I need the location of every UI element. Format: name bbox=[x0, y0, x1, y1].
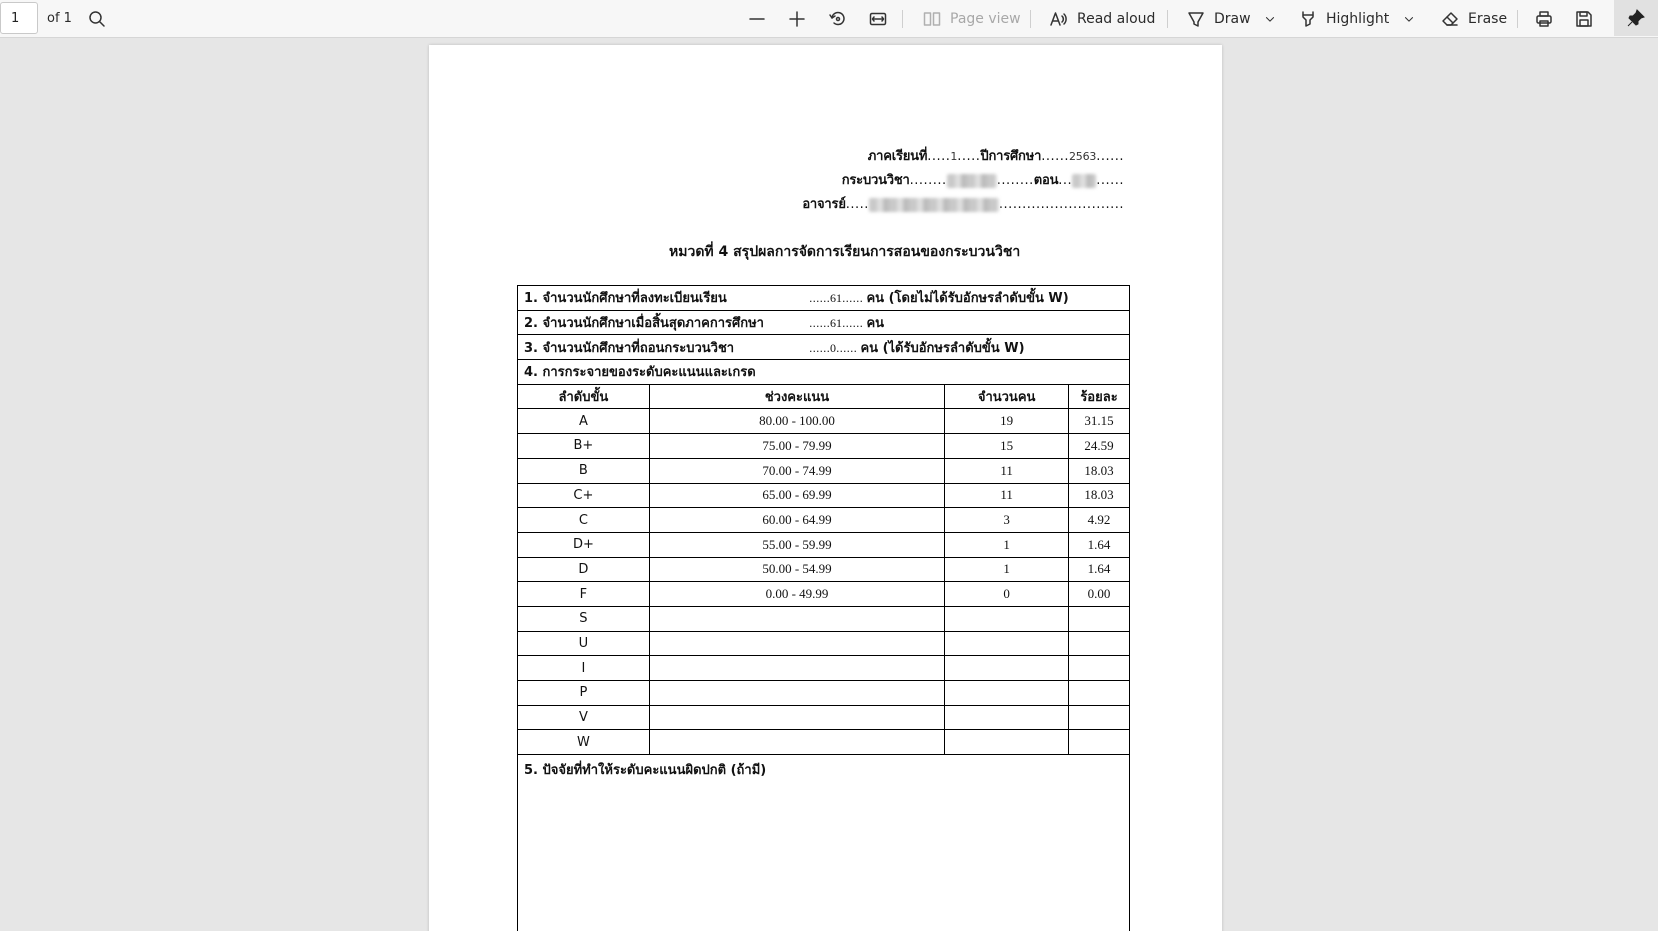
table-row bbox=[518, 606, 1130, 631]
plus-icon bbox=[787, 9, 807, 29]
chevron-down-icon bbox=[1263, 12, 1277, 26]
course-label: กระบวนวิชา bbox=[841, 173, 910, 188]
percent-cell bbox=[1069, 730, 1130, 755]
range-cell: 70.00 - 74.99 bbox=[649, 458, 944, 483]
info-row: 3. จำนวนนักศึกษาที่ถอนกระบวนวิชา ......0...... คน (ได้รับอักษรลำดับขั้น W) bbox=[518, 335, 1130, 360]
count-cell: 11 bbox=[945, 458, 1069, 483]
eraser-icon bbox=[1440, 9, 1460, 29]
range-cell bbox=[649, 730, 944, 755]
page-view-button[interactable] bbox=[922, 0, 1021, 37]
page-total-label: of 1 bbox=[47, 11, 72, 26]
info-suffix: คน bbox=[866, 316, 885, 332]
count-cell: 11 bbox=[945, 483, 1069, 508]
percent-cell: 24.59 bbox=[1069, 434, 1130, 459]
range-cell bbox=[649, 705, 944, 730]
grade-cell: A bbox=[518, 409, 650, 434]
semester-label: ภาคเรียนที่ bbox=[867, 149, 928, 164]
grade-cell: D bbox=[518, 557, 650, 582]
table-row bbox=[518, 508, 1130, 533]
count-cell: 0 bbox=[945, 582, 1069, 607]
column-header: ช่วงคะแนน bbox=[649, 384, 944, 409]
grade-cell: B+ bbox=[518, 434, 650, 459]
percent-cell: 1.64 bbox=[1069, 532, 1130, 557]
info-label: 3. จำนวนนักศึกษาที่ถอนกระบวนวิชา bbox=[524, 340, 735, 356]
chevron-down-icon bbox=[1402, 12, 1416, 26]
draw-label: Draw bbox=[1214, 10, 1251, 27]
read-aloud-button[interactable] bbox=[1049, 0, 1155, 37]
range-cell: 80.00 - 100.00 bbox=[649, 409, 944, 434]
percent-cell bbox=[1069, 656, 1130, 681]
section-title: หมวดที่ 4 สรุปผลการจัดการเรียนการสอนของกระบวนวิชา bbox=[669, 244, 1021, 260]
rotate-icon bbox=[828, 9, 848, 29]
percent-cell bbox=[1069, 681, 1130, 706]
info-value: 61 bbox=[829, 291, 842, 306]
range-cell bbox=[649, 631, 944, 656]
fit-width-icon bbox=[868, 9, 888, 29]
range-cell: 55.00 - 59.99 bbox=[649, 532, 944, 557]
table-row bbox=[518, 434, 1130, 459]
count-cell: 15 bbox=[945, 434, 1069, 459]
toolbar-divider bbox=[1030, 10, 1031, 28]
table-row bbox=[518, 532, 1130, 557]
read-aloud-label: Read aloud bbox=[1077, 10, 1156, 27]
course-line: กระบวนวิชา........ ........ตอน... ...... bbox=[841, 173, 1124, 188]
info-label: 1. จำนวนนักศึกษาที่ลงทะเบียนเรียน bbox=[524, 291, 727, 307]
grade-cell: W bbox=[518, 730, 650, 755]
table-row bbox=[518, 483, 1130, 508]
range-cell: 60.00 - 64.99 bbox=[649, 508, 944, 533]
range-cell: 0.00 - 49.99 bbox=[649, 582, 944, 607]
grade-cell: U bbox=[518, 631, 650, 656]
grade-cell: D+ bbox=[518, 532, 650, 557]
range-cell bbox=[649, 656, 944, 681]
toolbar-divider bbox=[1517, 10, 1518, 28]
redacted-teacher bbox=[869, 198, 999, 212]
grade-rows bbox=[518, 409, 1130, 755]
grade-cell: C bbox=[518, 508, 650, 533]
semester-value: 1 bbox=[950, 150, 958, 163]
search-icon bbox=[87, 9, 107, 29]
count-cell: 19 bbox=[945, 409, 1069, 434]
info-value: 61 bbox=[829, 316, 842, 331]
grade-cell: I bbox=[518, 656, 650, 681]
count-cell: 1 bbox=[945, 532, 1069, 557]
draw-options-button[interactable] bbox=[1263, 0, 1277, 37]
grade-cell: P bbox=[518, 681, 650, 706]
info-row: 2. จำนวนนักศึกษาเมื่อสิ้นสุดภาคการศึกษา ......61...... คน bbox=[518, 310, 1130, 335]
count-cell bbox=[945, 705, 1069, 730]
year-value: 2563 bbox=[1069, 150, 1097, 163]
save-button[interactable] bbox=[1574, 0, 1594, 37]
semester-line: ภาคเรียนที่.....1.....ปีการศึกษา......2563...... bbox=[867, 149, 1124, 164]
count-cell bbox=[945, 730, 1069, 755]
info-label: 2. จำนวนนักศึกษาเมื่อสิ้นสุดภาคการศึกษา bbox=[524, 316, 764, 332]
column-header: ร้อยละ bbox=[1069, 384, 1130, 409]
info-value: 0 bbox=[829, 340, 836, 355]
range-cell: 65.00 - 69.99 bbox=[649, 483, 944, 508]
percent-cell: 18.03 bbox=[1069, 458, 1130, 483]
percent-cell bbox=[1069, 705, 1130, 730]
column-header: ลำดับขั้น bbox=[518, 384, 650, 409]
redacted-section bbox=[1072, 174, 1096, 188]
section-label: ตอน bbox=[1033, 173, 1059, 188]
table-row bbox=[518, 730, 1130, 755]
count-cell bbox=[945, 681, 1069, 706]
range-cell: 50.00 - 54.99 bbox=[649, 557, 944, 582]
count-cell bbox=[945, 631, 1069, 656]
range-cell: 75.00 - 79.99 bbox=[649, 434, 944, 459]
table-row bbox=[518, 458, 1130, 483]
save-icon bbox=[1574, 9, 1594, 29]
column-header: จำนวนคน bbox=[945, 384, 1069, 409]
page-view-label: Page view bbox=[950, 10, 1021, 27]
highlight-label: Highlight bbox=[1326, 10, 1390, 27]
teacher-label: อาจารย์ bbox=[802, 197, 846, 212]
fit-width-button[interactable] bbox=[868, 0, 888, 37]
info-suffix: คน (โดยไม่ได้รับอักษรลำดับขั้น W) bbox=[866, 291, 1069, 307]
percent-cell bbox=[1069, 631, 1130, 656]
percent-cell: 18.03 bbox=[1069, 483, 1130, 508]
year-label: ปีการศึกษา bbox=[980, 149, 1042, 164]
teacher-line: อาจารย์..... ........................... bbox=[802, 197, 1124, 212]
document-page bbox=[429, 45, 1222, 931]
distribution-title: 4. การกระจายของระดับคะแนนและเกรด bbox=[518, 360, 1130, 385]
grade-summary-table bbox=[517, 285, 1130, 931]
count-cell bbox=[945, 656, 1069, 681]
page-number-input[interactable] bbox=[0, 2, 38, 34]
percent-cell bbox=[1069, 606, 1130, 631]
grade-cell: F bbox=[518, 582, 650, 607]
toolbar-divider bbox=[902, 10, 903, 28]
draw-icon bbox=[1186, 9, 1206, 29]
table-row bbox=[518, 582, 1130, 607]
table-row bbox=[518, 631, 1130, 656]
pin-toolbar-button[interactable] bbox=[1614, 0, 1658, 36]
table-header-row bbox=[518, 384, 1130, 409]
count-cell bbox=[945, 606, 1069, 631]
info-row: 1. จำนวนนักศึกษาที่ลงทะเบียนเรียน ......61...... คน (โดยไม่ได้รับอักษรลำดับขั้น W) bbox=[518, 286, 1130, 311]
erase-label: Erase bbox=[1468, 10, 1508, 27]
remark-row bbox=[518, 755, 1130, 931]
remark-title: 5. ปัจจัยที่ทำให้ระดับคะแนนผิดปกติ (ถ้ามี) bbox=[518, 755, 1130, 931]
percent-cell: 31.15 bbox=[1069, 409, 1130, 434]
table-row bbox=[518, 409, 1130, 434]
range-cell bbox=[649, 681, 944, 706]
page-view-icon bbox=[922, 9, 942, 29]
redacted-course bbox=[947, 174, 997, 188]
percent-cell: 4.92 bbox=[1069, 508, 1130, 533]
highlight-button[interactable] bbox=[1298, 0, 1389, 37]
info-suffix: คน (ได้รับอักษรลำดับขั้น W) bbox=[860, 340, 1025, 356]
minus-icon bbox=[747, 9, 767, 29]
table-row bbox=[518, 705, 1130, 730]
read-aloud-icon bbox=[1049, 9, 1069, 29]
highlighter-icon bbox=[1298, 9, 1318, 29]
search-button[interactable] bbox=[87, 0, 107, 37]
zoom-out-button[interactable] bbox=[747, 0, 767, 37]
toolbar-divider bbox=[1167, 10, 1168, 28]
table-row bbox=[518, 557, 1130, 582]
zoom-in-button[interactable] bbox=[787, 0, 807, 37]
grade-cell: C+ bbox=[518, 483, 650, 508]
erase-button[interactable] bbox=[1440, 0, 1507, 37]
grade-cell: B bbox=[518, 458, 650, 483]
highlight-options-button[interactable] bbox=[1402, 0, 1416, 37]
count-cell: 3 bbox=[945, 508, 1069, 533]
grade-cell: V bbox=[518, 705, 650, 730]
range-cell bbox=[649, 606, 944, 631]
rotate-button[interactable] bbox=[828, 0, 848, 37]
table-row bbox=[518, 656, 1130, 681]
distribution-title-row bbox=[518, 360, 1130, 385]
table-row bbox=[518, 681, 1130, 706]
printer-icon bbox=[1534, 9, 1554, 29]
percent-cell: 1.64 bbox=[1069, 557, 1130, 582]
percent-cell: 0.00 bbox=[1069, 582, 1130, 607]
print-button[interactable] bbox=[1534, 0, 1554, 37]
grade-cell: S bbox=[518, 606, 650, 631]
count-cell: 1 bbox=[945, 557, 1069, 582]
pin-icon bbox=[1626, 8, 1646, 28]
pdf-toolbar bbox=[0, 0, 1658, 38]
draw-button[interactable] bbox=[1186, 0, 1251, 37]
